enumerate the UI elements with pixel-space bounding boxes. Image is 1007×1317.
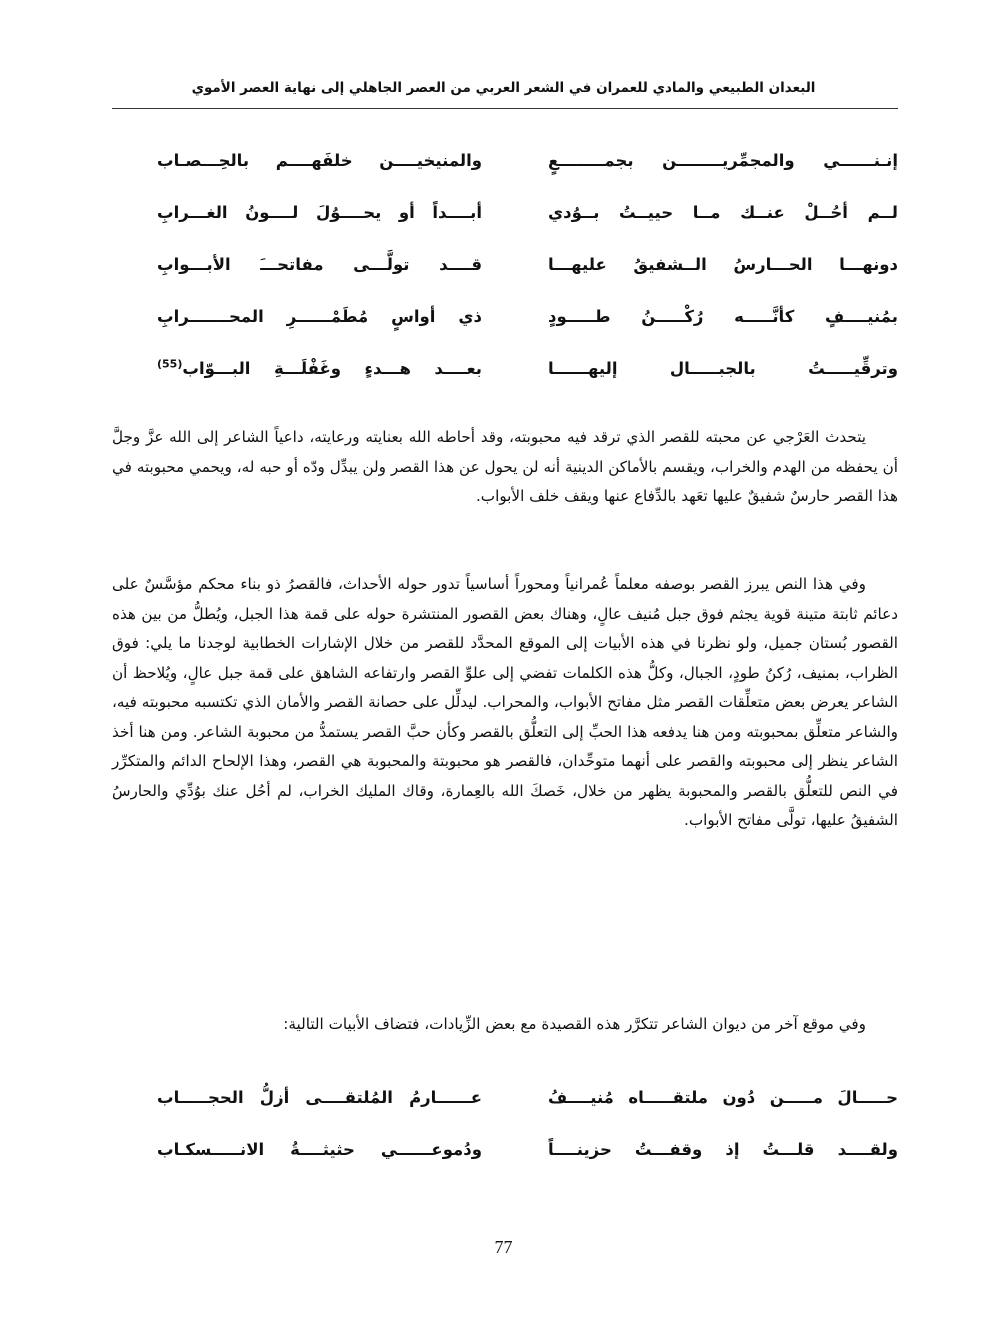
verse-first-hemistich: دونهـــا الحـــارسُ الــشفيقُ عليهـــا [548,255,898,274]
verse-line [112,343,898,395]
verse-first-hemistich: ولقــــد قلـــتُ إذ وقفـــتُ حزينــــاً [548,1140,898,1159]
verses-block-1 [112,135,898,395]
verse-text: بعــــد هـــدءٍ وغَفْلَـــةِ البـــوّاب [182,359,482,378]
paragraph-2 [112,570,898,836]
paragraph-text: وفي هذا النص يبرز القصر بوصفه معلماً عُمرانياً ومحوراً أساسياً تدور حوله الأحداث، فالقصرُ ذو بناء محكم مؤسَّسٌ على دعائم ثابتة متينة قوية يجثم فوق جبل مُنيف عالٍ، وهناك بعض القصور المنتشرة حوله على قمة هذا الجبل، ويُطلُّ من بين هذه القصور بُستان جميل، ولو نظرنا في هذه الأبيات إلى الموقع المحدَّد للقصر من خلال الإشارات الخطابية لوجدنا ما يلي: فوق الظراب، بمنيف، رُكنُ طودٍ، الجبال، وكلُّ هذه الكلمات تفضي إلى علوِّ القصر وارتفاعه الشاهق على قمة جبل عالٍ، ويُلاحظ أن الشاعر يعرض بعض متعلِّقات القصر مثل مفاتح الأبواب، والمحراب. ليدلِّل على حصانة القصر والأمان الذي تكتسبه محبوبته فيه، والشاعر متعلِّق بمحبوبته ومن هنا يدفعه هذا الحبِّ إلى التعلُّق بالقصر وكأن حبَّ القصر يستمدُّ من محبوبة الشاعر. ومن هنا أخذ الشاعر ينظر إلى محبوبته والقصر على أنهما متوحِّدان، فالقصر هو محبوبتة والمحبوبة هي القصر، وهذا الإلحاح الدائم والمتكرِّر في النص للتعلُّق بالقصر والمحبوبة يظهر من خلال، خَصكَ الله بالعِمارة، وقاك المليك الخراب، لم أحُل عنك بوُدِّي والحارسُ الشفيقُ عليها، تولَّى مفاتح الأبواب. [112,575,898,829]
verse-line [112,291,898,343]
verse-line [112,187,898,239]
verse-second-hemistich: والمنيخيــــن خلفَهــــم بالحِـــصـاب [157,151,482,170]
header-divider [112,108,898,109]
verse-second-hemistich: ذي أواسٍ مُطَمْــــــرِ المحـــــــرابِ [157,307,482,326]
verse-second-hemistich [157,343,482,395]
verse-line [112,239,898,291]
verse-line [112,1072,898,1124]
paragraph-text: يتحدث العَرْجي عن محبته للقصر الذي ترقد فيه محبوبته، وقد أحاطه الله بعنايته ورعايته، داعياً الشاعر إلى الله عزَّ وجلَّ أن يحفظه من الهدم والخراب، ويقسم بالأماكن الدينية أنه لن يحول عن هذا القصر ولن يبدِّل ودّه أو حبه له، ويحمي محبوبته في هذا القصر حارسٌ شفيقٌ عليها تعَهد بالدِّفاع عنها ويقف خلف الأبواب. [112,428,898,505]
verse-second-hemistich: عــــــارمُ المُلتقــــى أزلُّ الحجـــــاب [157,1088,482,1107]
paragraph-text: وفي موقع آخر من ديوان الشاعر تتكرَّر هذه القصيدة مع بعض الزِّيادات، فتضاف الأبيات التالية: [283,1015,866,1033]
verse-second-hemistich: أبــــداً أو يحــــوُلَ لــــونُ الغـــرابِ [157,203,482,222]
verse-first-hemistich: لــم أحُــلْ عنــك مــا حييــتُ بــوُدي [548,203,898,222]
verses-block-2 [112,1072,898,1176]
verse-line [112,1124,898,1176]
verse-first-hemistich: وترقِّيـــــتُ بالجبـــــال إليهــــــا [548,359,898,378]
verse-second-hemistich: ودُموعــــــي حثيثــــةُ الانـــــسكـاب [157,1140,482,1159]
footnote-reference: (55) [157,357,183,371]
verse-line [112,135,898,187]
paragraph-1 [112,423,898,512]
verse-second-hemistich: قــــد تولَّـــى مفاتحـــَ الأبـــوابِ [157,255,482,274]
verse-first-hemistich: إنـنــــــي والمجمِّريــــــــن بجمــــــــعٍ [548,151,898,170]
running-header: البعدان الطبيعي والمادي للعمران في الشعر العربي من العصر الجاهلي إلى نهاية العصر الأموي [191,80,816,96]
verse-first-hemistich: بمُنيــــفٍ كأنَّـــــه رُكْـــــنُ طـــــودٍ [548,307,898,326]
paragraph-3 [112,1010,898,1040]
verse-first-hemistich: حـــــالَ مـــــن دُون ملتقـــــاه مُنيــــفُ [548,1088,898,1107]
page-number: 77 [494,1237,513,1257]
